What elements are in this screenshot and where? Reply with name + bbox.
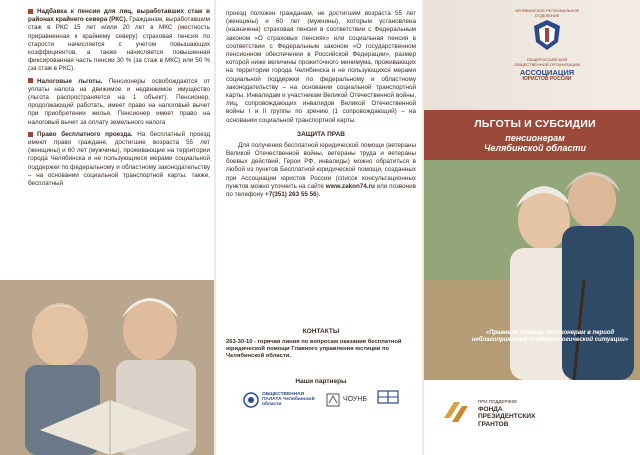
transport-continued: проезд положен гражданам, не достигшим возраста 55 лет (женщины) и 60 лет (мужчины), которым установлена (назначена) страховая пенсия в соответствии с Федеральным законом «О страховых пенсиях» или социальная пенсия в соответствии с Федеральным законом «О государственном пенсионном обеспечении в Российской Федерации», размер которой ниже величины прожиточного минимума, проживающих на территории города Челябинска и не пользующихся мерами социальной поддержки по федеральному и областному законодательству – на основании социальной транспортной карты. Инвалидам и участникам Великой Отечественной войны, лиц, сопровождающих инвалидов Великой Отечественной войны I и II группы по зрению (1 сопровождающий) – на основании социальной транспортной карты. <box>226 10 416 124</box>
photo-illustration <box>0 280 216 455</box>
elderly-couple-reading-photo <box>0 280 216 455</box>
partner-chounb: ЧОУНБ <box>326 393 367 407</box>
contacts-header: КОНТАКТЫ <box>302 328 340 335</box>
fund-name: ПРИ ПОДДЕРЖКЕ ФОНДА ПРЕЗИДЕНТСКИХ ГРАНТОВ <box>478 399 536 428</box>
association-logo: ЧЕЛЯБИНСКОЕ РЕГИОНАЛЬНОЕ ОТДЕЛЕНИЕ ОБЩЕРОССИЙСКОЙ ОБЩЕСТВЕННОЙ ОРГАНИЗАЦИИ АССОЦИАЦИЯ ЮРИСТОВ РОССИИ <box>514 8 580 82</box>
partner-third <box>377 389 399 410</box>
middle-panel <box>216 0 424 455</box>
project-quote: «Правовая помощь пенсионерам в период неблагоприятной эпидемиологической ситуации» <box>471 330 629 344</box>
middle-text <box>226 10 416 203</box>
partners-section <box>226 372 416 410</box>
cover-subtitle: пенсионерам Челябинской области <box>483 133 586 153</box>
benefit-north: Надбавка к пенсии для лиц, выработавших стаж в районах крайнего севера (РКС). Гражданам, выработавшим стаж в РКС 15 лет и/или 20 лет в МКС (местность приравненная к крайнему северу) страховая пенсия по старости начисляется с учетом повышающих коэффициентов, а также начисляется повышенная фиксированная часть пенсии 30 % (за стаж в МКС) или 50 % (за стаж в РКС). <box>28 8 210 73</box>
grants-fund-block <box>424 380 640 455</box>
happy-elderly-couple-photo <box>424 160 640 380</box>
fund-logo-icon <box>440 396 470 426</box>
phone-number[interactable]: +7(351) 263 55 56 <box>265 191 317 199</box>
cover-title: ЛЬГОТЫ И СУБСИДИИ <box>474 118 596 130</box>
partners-header: Наши партнеры <box>295 378 347 385</box>
photo-illustration <box>424 160 640 380</box>
bullet-icon <box>28 78 33 83</box>
bullet-icon <box>28 9 33 14</box>
benefits-text <box>28 8 210 192</box>
contacts-text: 263-30-10 - горячая линия по вопросам оказания бесплатной юридической помощи Главного управления юстиции по Челябинской области. <box>226 339 402 360</box>
chamber-logo-icon <box>243 392 259 408</box>
emblem-icon <box>530 18 564 52</box>
protection-header: ЗАЩИТА ПРАВ <box>297 130 345 138</box>
contacts-section <box>226 322 416 361</box>
left-panel <box>0 0 216 455</box>
partner-logo-icon <box>377 389 399 405</box>
benefit-tax: Налоговые льготы. Пенсионеры освобождаются от уплаты налога на движимое и недвижимое имущество (льгота распространяется на 1 объект). Пенсионер, продолжающий работать, имеет право на налоговый вычет при приобретении жилья. Пенсионер имеет право на налоговый вычет за оплату земельного налога <box>28 77 210 126</box>
protection-text: Для получения бесплатной юридической помощи (ветераны Великой Отечественной войны, ветераны труда и ветераны боевых действий, Герои РФ, инвалиды) можно обратиться в любой из пунктов Бесплатной юридической помощи, созданных при Ассоциации юристов России (список консультационных пунктов можно уточнить на сайте www.zakon74.ru или позвонив по телефону +7(351) 263 55 56). <box>226 141 417 199</box>
site-link[interactable]: www.zakon74.ru <box>325 182 375 190</box>
bullet-icon <box>28 132 33 137</box>
benefit-transport: Право бесплатного проезда. На бесплатный проезд имеют право граждане, достигшие возраста 55 лет (женщины) и 60 лет (мужчины), проживающие на территории города Челябинска и не пользующиеся мерами социальной поддержки по федеральному и областному законодательству – на основании социальной транспортной карты. также, бесплатный <box>28 130 210 188</box>
library-logo-icon <box>326 393 340 407</box>
partner-public-chamber: ОБЩЕСТВЕННАЯ ПАЛАТА Челябинской области <box>243 392 316 408</box>
